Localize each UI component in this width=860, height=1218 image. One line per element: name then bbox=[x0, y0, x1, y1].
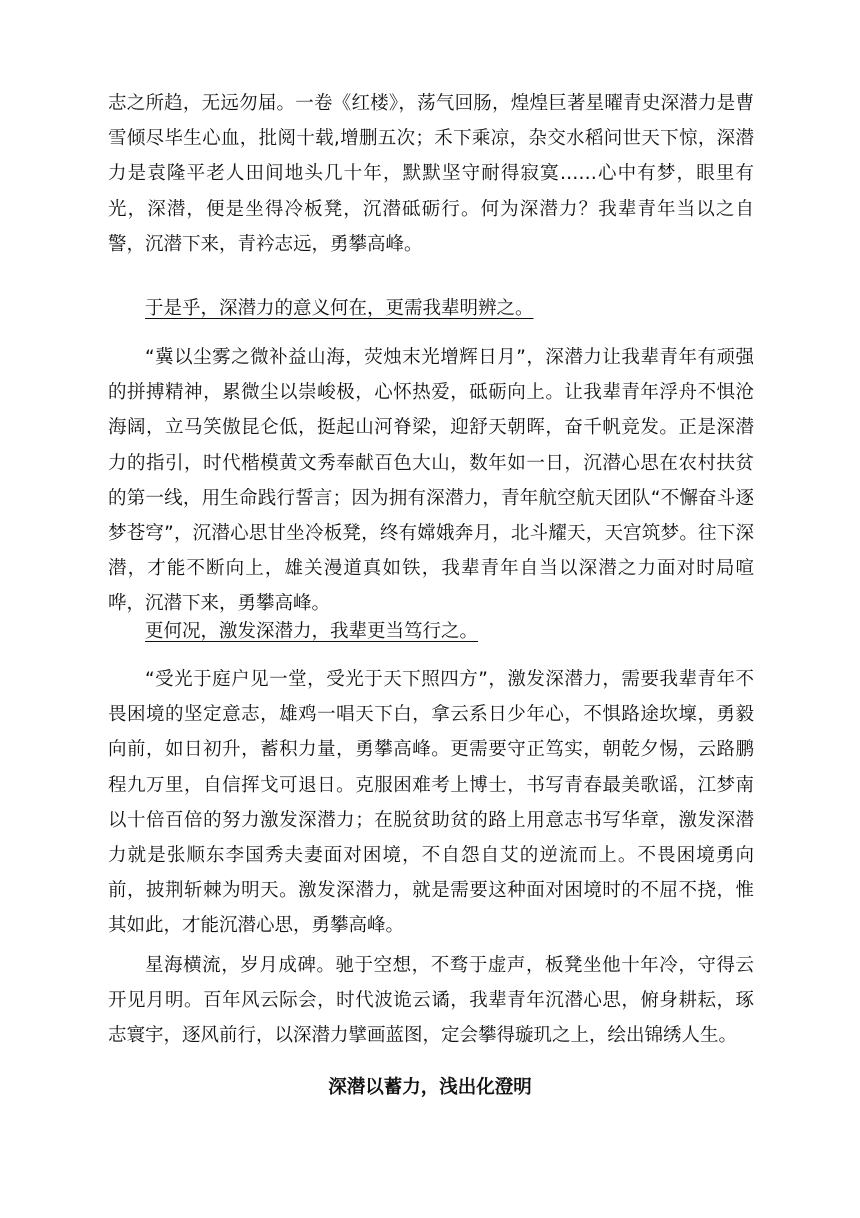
subheading-meaning: 于是乎，深潜力的意义何在，更需我辈明辨之。 bbox=[145, 298, 534, 319]
subheading-action: 更何况，激发深潜力，我辈更当笃行之。 bbox=[145, 621, 479, 642]
closing-title: 深潜以蓄力，浅出化澄明 bbox=[328, 1077, 532, 1098]
paragraph-3: “受光于庭户见一堂，受光于天下照四方”，激发深潜力，需要我辈青年不畏困境的坚定意志，雄鸡一唱天下白，拿云系日少年心，不惧路途坎壈，勇毅向前，如日初升，蓄积力量，勇攀高峰。更需要守正笃实，朝乾夕惕，云路鹏程九万里，自信挥戈可退日。克服困难考上博士，书写青春最美歌谣，江梦南以十倍百倍的努力激发深潜力；在脱贫助贫的路上用意志书写华章，激发深潜力就是张顺东李国秀夫妻面对困境，不自怨自艾的逆流而上。不畏困境勇向前，披荆斩棘为明天。激发深潜力，就是需要这种面对困境时的不屈不挠，惟其如此，才能沉潜心思，勇攀高峰。 bbox=[108, 669, 754, 937]
paragraph-1: 志之所趋，无远勿届。一卷《红楼》，荡气回肠，煌煌巨著星曜青史深潜力是曹雪倾尽毕生心血，批阅十载,增删五次；禾下乘凉，杂交水稻问世天下惊，深潜力是袁隆平老人田间地头几十年，默默坚守耐得寂寞……心中有梦，眼里有光，深潜，便是坐得冷板凳，沉潜砥砺行。何为深潜力？我辈青年当以之自警，沉潜下来，青衿志远，勇攀高峰。 bbox=[108, 93, 754, 255]
paragraph-2: “冀以尘雾之微补益山海，荧烛末光增辉日月”，深潜力让我辈青年有顽强的拼搏精神，累微尘以崇峻极，心怀热爱，砥砺向上。让我辈青年浮舟不惧沧海阔，立马笑傲昆仑低，挺起山河脊梁，迎舒天朝晖，奋千帆竞发。正是深潜力的指引，时代楷模黄文秀奉献百色大山，数年如一日，沉潜心思在农村扶贫的第一线，用生命践行誓言；因为拥有深潜力，青年航空航天团队“不懈奋斗逐梦苍穹”，沉潜心思甘坐冷板凳，终有嫦娥奔月，北斗耀天，天宫筑梦。往下深潜，才能不断向上，雄关漫道真如铁，我辈青年自当以深潜之力面对时局喧哗，沉潜下来，勇攀高峰。 bbox=[108, 347, 754, 615]
paragraph-4: 星海横流，岁月成碑。驰于空想，不骛于虚声，板凳坐他十年冷，守得云开见月明。百年风云际会，时代波诡云谲，我辈青年沉潜心思，俯身耕耘，琢志寰宇，逐风前行，以深潜力擘画蓝图，定会攀得璇玑之上，绘出锦绣人生。 bbox=[108, 955, 754, 1047]
